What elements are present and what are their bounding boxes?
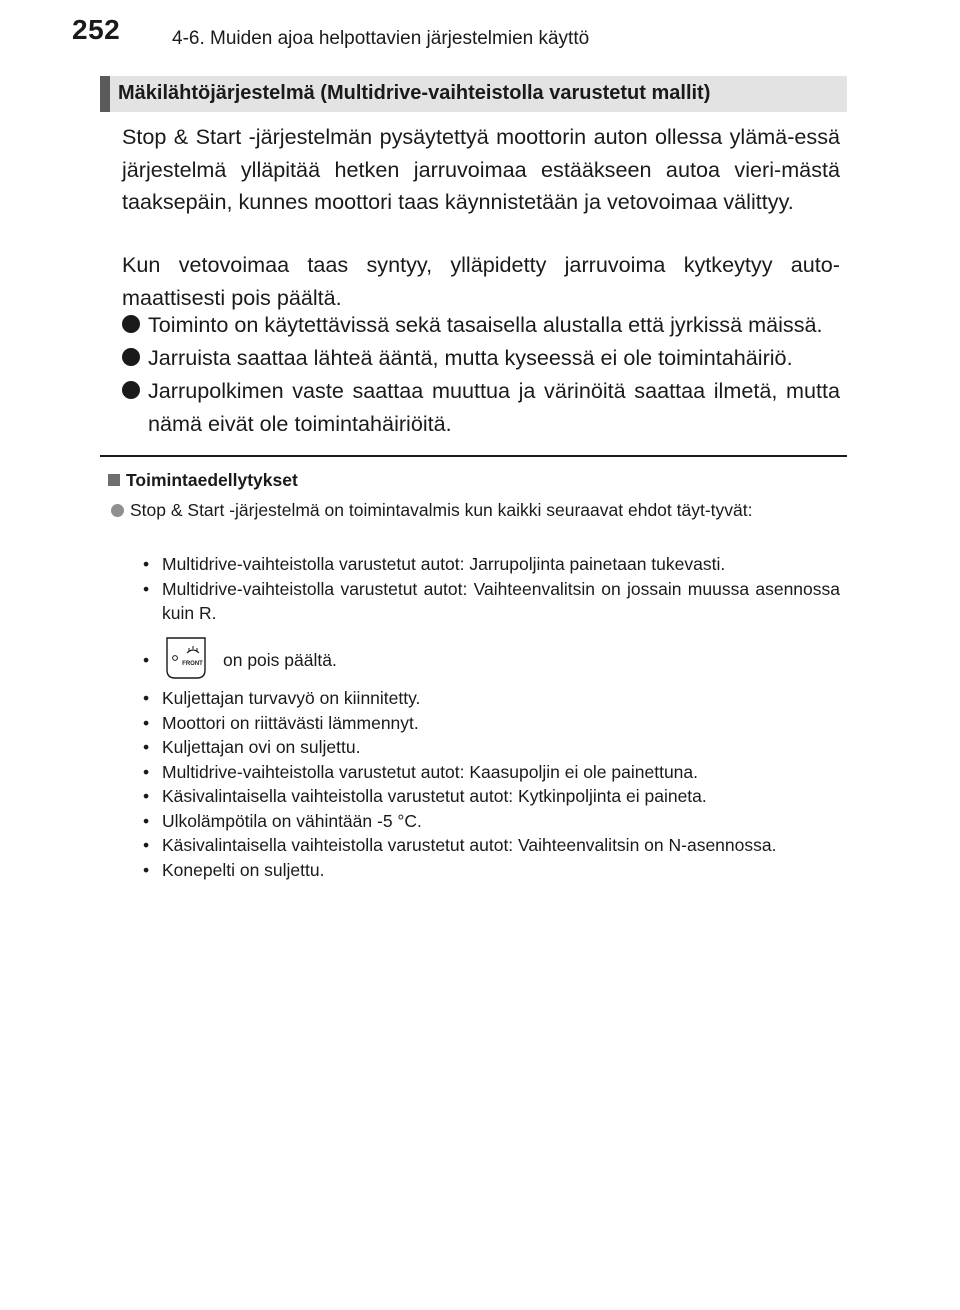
bullet-dot-icon [122,315,140,333]
bullet-dot-icon [122,348,140,366]
bullet-char: • [143,786,150,806]
list-item [140,784,840,809]
bullet-text: Jarrupolkimen vaste saattaa muuttua ja värinöitä saattaa ilmetä, mutta nämä eivät ole toimintahäiriöitä. [148,378,840,436]
conditions-heading-text: Toimintaedellytykset [126,470,298,490]
square-bullet-icon [108,474,120,486]
list-item-text: Moottori on riittävästi lämmennyt. [162,712,419,733]
list-item [140,858,840,883]
bullet-char: • [143,712,150,733]
section-title: Mäkilähtöjärjestelmä (Multidrive-vaihteistolla varustetut mallit) [118,82,711,104]
list-item [140,735,840,760]
bullet-char: • [143,761,150,782]
conditions-intro-text: Stop & Start -järjestelmä on toimintavalmis kun kaikki seuraavat ehdot täyt-tyvät: [130,500,753,520]
conditions-heading [108,470,298,491]
bullet-char: • [143,737,150,757]
intro-paragraph: Stop & Start -järjestelmän pysäytettyä moottorin auton ollessa ylämä-essä järjestelmä ylläpitää hetken jarruvoimaa estääkseen autoa vieri-mästä taaksepäin, kunnes moottori taas käynnistetään ja vetovoimaa välittyy. [122,124,840,214]
list-item-text: Konepelti on suljettu. [162,859,325,880]
list-item [140,686,840,711]
release-paragraph: Kun vetovoimaa taas syntyy, ylläpidetty jarruvoima kytkeytyy auto-maattisesti pois päältä. [122,252,840,310]
list-item-text: Multidrive-vaihteistolla varustetut autot: Jarrupoljinta painetaan tukevasti. [162,554,726,574]
list-item-text: Kuljettajan turvavyö on kiinnitetty. [162,688,421,708]
list-item-text: Kuljettajan ovi on suljettu. [162,737,361,757]
title-bar-accent [100,76,110,112]
bullet-char: • [143,810,150,831]
switch-icon-label: FRONT [182,661,203,667]
grey-dot-icon [111,504,124,517]
conditions-list-bottom [140,686,840,882]
list-item [140,809,840,834]
list-item [140,577,840,626]
front-defroster-switch-icon [163,636,209,680]
bullet-text: Jarruista saattaa lähteä ääntä, mutta kyseessä ei ole toimintahäiriö. [148,345,793,370]
conditions-intro [108,499,848,522]
bullet-char: • [143,859,150,880]
list-item-text: Käsivalintaisella vaihteistolla varustetut autot: Kytkinpoljinta ei paineta. [162,786,707,806]
bullet-char: • [143,650,150,670]
bullet-char: • [143,835,150,855]
bullet-text: Toiminto on käytettävissä sekä tasaisella alustalla että jyrkissä mäissä. [148,312,823,337]
bullet-item [122,309,840,342]
bullet-item [122,375,840,440]
list-item [140,760,840,785]
section-title-bar [100,76,847,112]
section-divider [100,455,847,457]
page-number: 252 [72,14,121,45]
list-item-text: Käsivalintaisella vaihteistolla varustetut autot: Vaihteenvalitsin on N-asennossa. [162,835,777,855]
list-item [140,833,840,858]
bullet-char: • [143,688,150,708]
list-item [140,711,840,736]
bullet-item [122,342,840,375]
bullet-dot-icon [122,381,140,399]
list-item-text: Ulkolämpötila on vähintään -5 °C. [162,810,422,831]
bullet-char: • [143,578,150,599]
list-item-text: Multidrive-vaihteistolla varustetut autot: Vaihteenvalitsin on jossain muussa asennossa kuin R. [162,578,840,623]
bullet-char: • [143,554,150,574]
list-item-text: Multidrive-vaihteistolla varustetut autot: Kaasupoljin ei ole painettuna. [162,761,699,782]
switch-condition-text: on pois päältä. [223,650,337,670]
list-item [140,552,840,577]
conditions-list-top [140,552,840,626]
section-header: 4-6. Muiden ajoa helpottavien järjestelmien käyttö [172,28,590,49]
